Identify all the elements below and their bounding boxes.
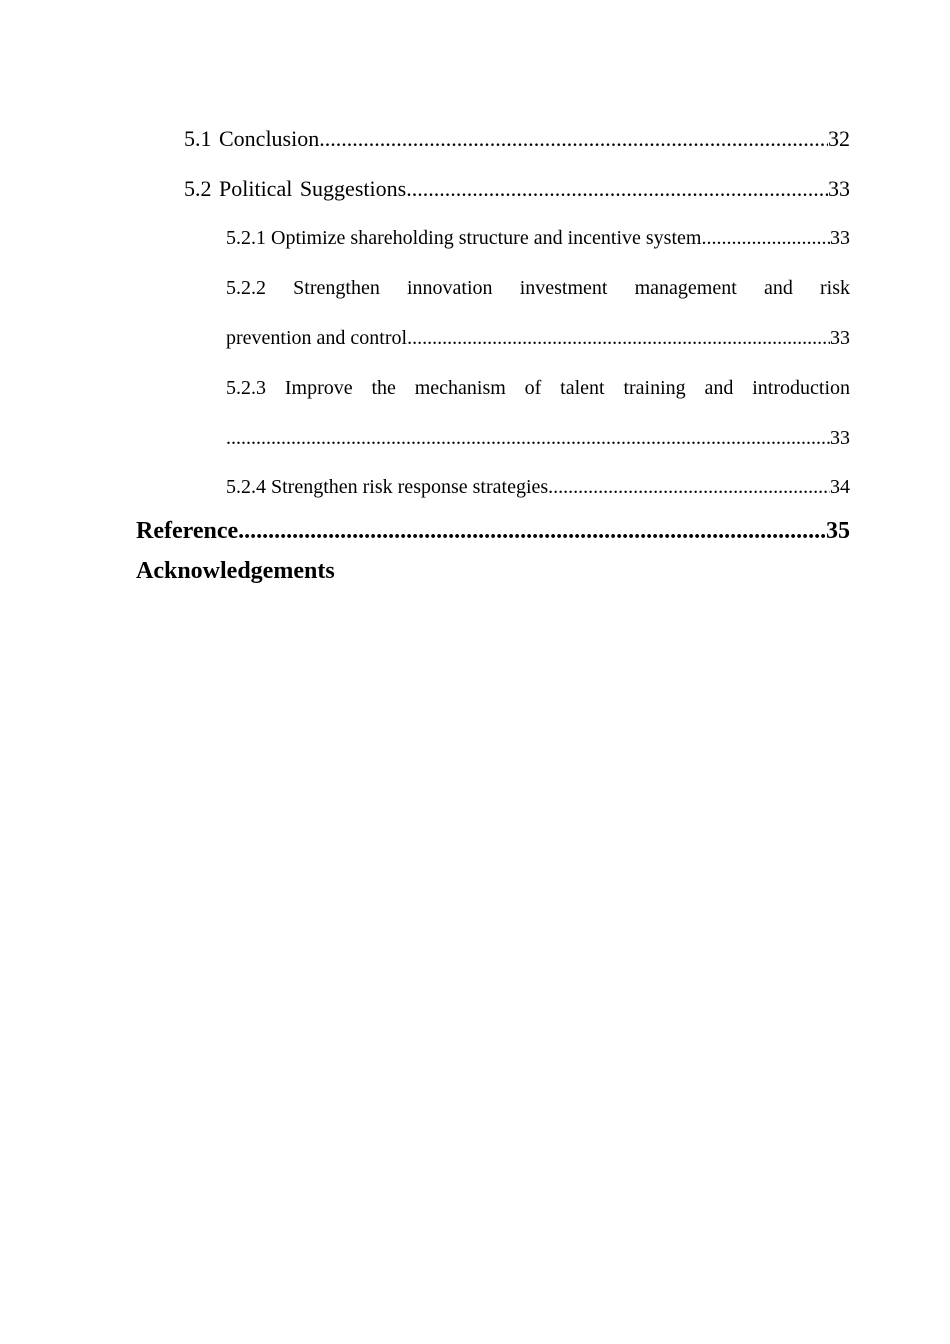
toc-entry-title: prevention and control [226, 327, 408, 349]
toc-entry-title: 5.1 Conclusion [184, 126, 320, 151]
dot-leader [407, 327, 830, 350]
toc-entry-5-2-4[interactable] [226, 476, 850, 499]
toc-page-number: 33 [830, 327, 850, 349]
dot-leader [226, 427, 830, 450]
toc-entry-title: 5.2.4 Strengthen risk response strategies [226, 476, 549, 498]
dot-leader [706, 227, 830, 250]
toc-page-number: 34 [830, 476, 850, 498]
toc-entry-title: Reference [136, 518, 239, 544]
toc-page-number: 32 [828, 126, 850, 151]
toc-entry-5-2-3[interactable] [226, 427, 850, 450]
toc-entry-5-2-3-line1[interactable]: 5.2.3 Improve the mechanism of talent training and introduction [226, 377, 850, 399]
toc-entry-5-1[interactable] [184, 126, 850, 152]
toc-entry-reference[interactable] [136, 518, 850, 545]
toc-entry-title: 5.2 Political Suggestions [184, 176, 407, 201]
toc-entry-title: 5.2.1 Optimize shareholding structure and incentive system. [226, 227, 707, 249]
toc-entry-5-2-1[interactable] [226, 227, 850, 250]
toc-entry-5-2-2[interactable] [226, 327, 850, 350]
dot-leader [406, 176, 828, 202]
dot-leader [319, 126, 828, 152]
dot-leader [548, 476, 830, 499]
toc-page-number: 33 [828, 176, 850, 201]
toc-page-number: 35 [826, 518, 850, 544]
dot-leader [238, 518, 826, 545]
toc-entry-acknowledgements[interactable]: Acknowledgements [136, 558, 335, 584]
toc-entry-5-2[interactable] [184, 176, 850, 202]
toc-page-number: 33 [830, 427, 850, 449]
toc-page-number: 33 [830, 227, 850, 249]
toc-entry-5-2-2-line1[interactable]: 5.2.2 Strengthen innovation investment management and risk [226, 277, 850, 299]
